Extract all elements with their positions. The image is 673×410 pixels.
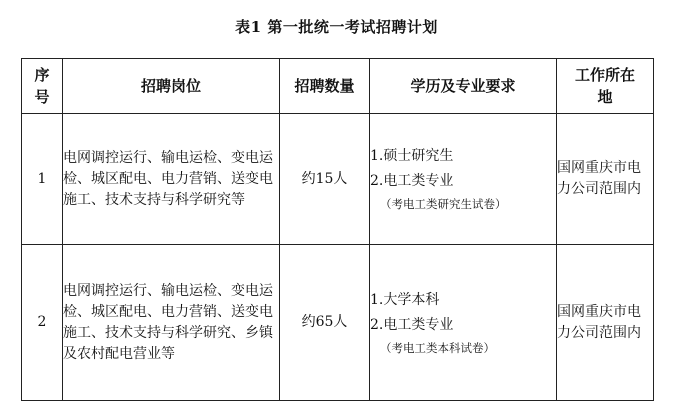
recruitment-plan-table bbox=[21, 58, 654, 401]
row-position: 电网调控运行、输电运检、变电运检、城区配电、电力营销、送变电施工、技术支持与科学研究、乡镇及农村配电营业等 bbox=[63, 245, 280, 401]
table-header-row bbox=[22, 59, 654, 114]
row-location: 国网重庆市电力公司范围内 bbox=[557, 245, 654, 401]
requirement-degree: 1.硕士研究生 bbox=[370, 148, 454, 164]
header-requirement: 学历及专业要求 bbox=[370, 59, 557, 114]
row-requirement bbox=[370, 114, 557, 245]
requirement-note: （考电工类研究生试卷） bbox=[380, 197, 507, 211]
row-index: 2 bbox=[22, 245, 63, 401]
requirement-degree: 1.大学本科 bbox=[370, 291, 440, 308]
requirement-major: 2.电工类专业 bbox=[370, 173, 454, 189]
requirement-note: （考电工类本科试卷） bbox=[380, 340, 495, 355]
header-position: 招聘岗位 bbox=[63, 59, 280, 114]
table-caption: 表1 第一批统一考试招聘计划 bbox=[235, 18, 438, 36]
row-count: 约65人 bbox=[280, 245, 370, 401]
header-index: 序号 bbox=[22, 59, 63, 114]
row-requirement bbox=[370, 245, 557, 401]
row-location: 国网重庆市电力公司范围内 bbox=[557, 114, 654, 245]
table-row bbox=[22, 114, 654, 245]
row-position: 电网调控运行、输电运检、变电运检、城区配电、电力营销、送变电施工、技术支持与科学研究等 bbox=[63, 114, 280, 245]
row-index: 1 bbox=[22, 114, 63, 245]
row-count: 约15人 bbox=[280, 114, 370, 245]
table-row bbox=[22, 245, 654, 401]
header-count: 招聘数量 bbox=[280, 59, 370, 114]
requirement-major: 2.电工类专业 bbox=[370, 316, 454, 333]
header-location: 工作所在地 bbox=[557, 59, 654, 114]
